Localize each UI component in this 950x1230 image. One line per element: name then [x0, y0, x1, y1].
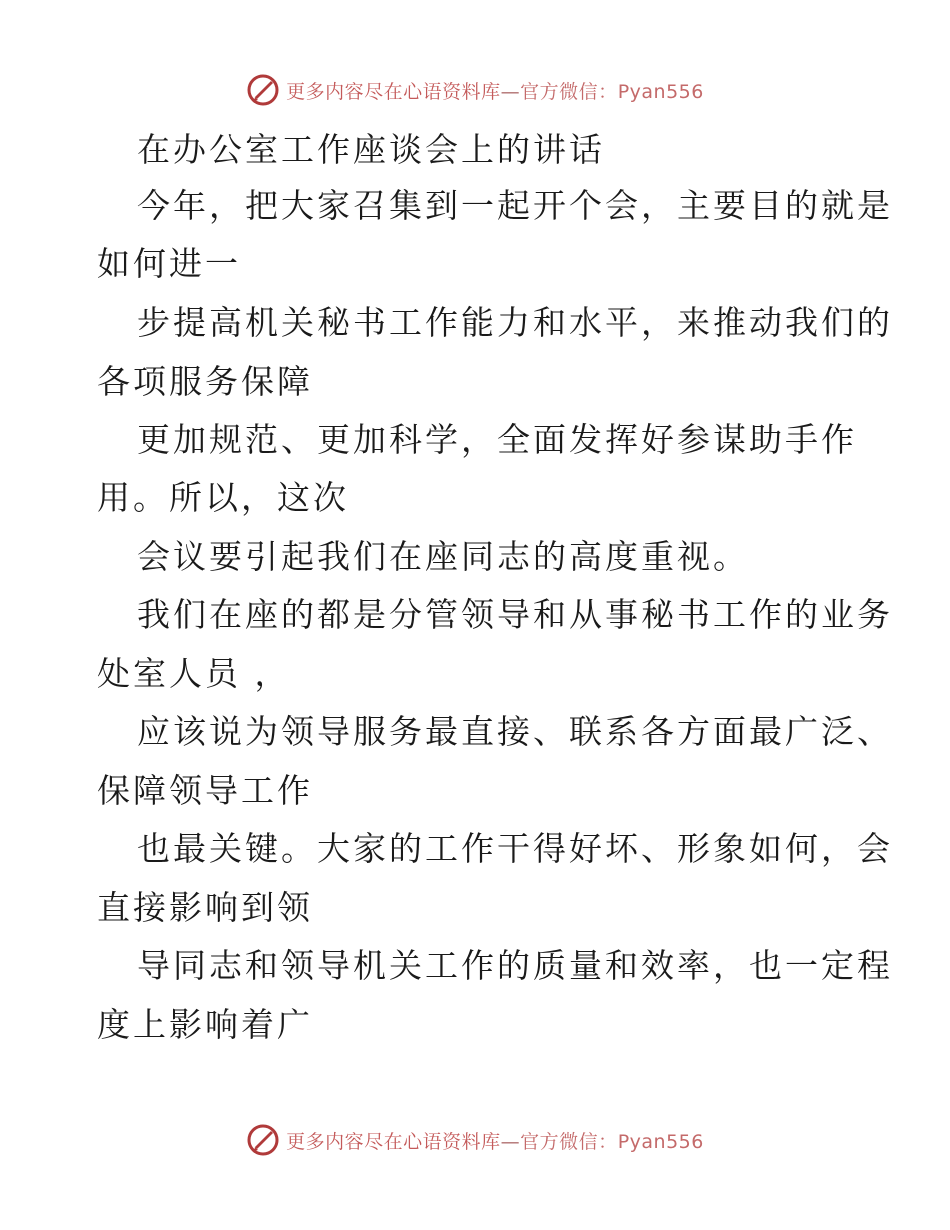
banner-separator: — — [500, 80, 521, 103]
banner-main-text: 更多内容尽在心语资料库 — [286, 80, 501, 103]
paragraph-line: 今年，把大家召集到一起开个会，主要目的就是 — [137, 186, 893, 225]
paragraph-line: 会议要引起我们在座同志的高度重视。 — [137, 537, 749, 576]
paragraph-line: 如何进一 — [97, 244, 241, 283]
paragraph-line: 步提高机关秘书工作能力和水平，来推动我们的 — [137, 303, 893, 342]
paragraph-line: 更加规范、更加科学，全面发挥好参谋助手作 — [137, 420, 857, 459]
banner-text — [286, 1127, 704, 1154]
paragraph-line: 用。所以，这次 — [97, 478, 349, 517]
footer-banner — [0, 1120, 950, 1160]
banner-separator: — — [500, 1130, 521, 1153]
paragraph-line: 我们在座的都是分管领导和从事秘书工作的业务 — [137, 595, 893, 634]
logo-icon — [246, 1123, 280, 1157]
banner-wechat-id: Pyan556 — [617, 80, 704, 103]
paragraph-line: 各项服务保障 — [97, 362, 313, 401]
banner-wechat-label: 官方微信： — [520, 80, 618, 103]
paragraph-line: 度上影响着广 — [97, 1005, 313, 1044]
banner-text — [286, 77, 704, 104]
banner-wechat-id: Pyan556 — [617, 1130, 704, 1153]
logo-icon — [246, 73, 280, 107]
paragraph-line: 也最关键。大家的工作干得好坏、形象如何，会 — [137, 829, 893, 868]
document-title: 在办公室工作座谈会上的讲话 — [137, 130, 605, 169]
paragraph-line: 应该说为领导服务最直接、联系各方面最广泛、 — [137, 712, 893, 751]
paragraph-line: 处室人员 ， — [97, 654, 291, 693]
banner-inner — [246, 1123, 704, 1157]
banner-inner — [246, 73, 704, 107]
paragraph-line: 直接影响到领 — [97, 888, 313, 927]
paragraph-line: 保障领导工作 — [97, 771, 313, 810]
paragraph-line: 导同志和领导机关工作的质量和效率，也一定程 — [137, 946, 893, 985]
banner-wechat-label: 官方微信： — [520, 1130, 618, 1153]
header-banner — [0, 70, 950, 110]
banner-main-text: 更多内容尽在心语资料库 — [286, 1130, 501, 1153]
